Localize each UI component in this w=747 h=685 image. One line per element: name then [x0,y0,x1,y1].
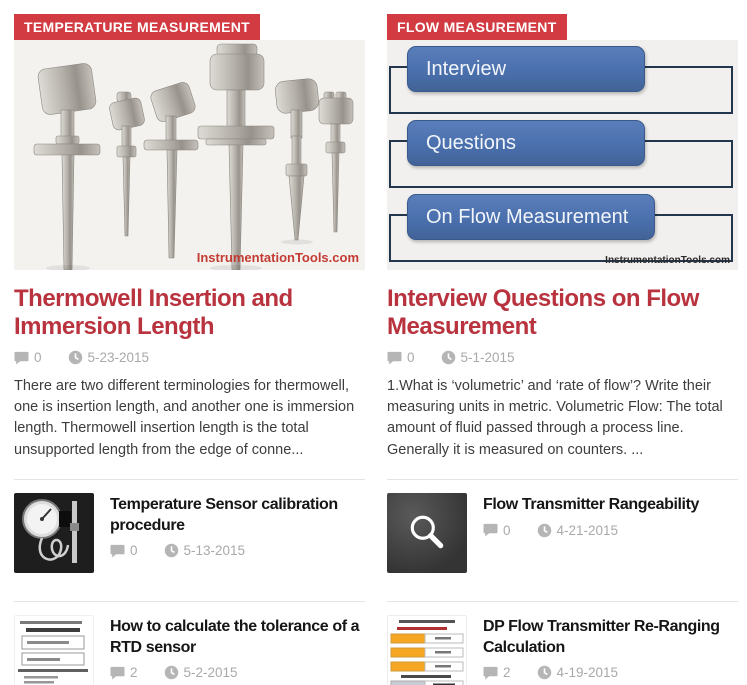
post-date [441,350,515,365]
column-temperature-measurement [14,14,365,685]
post-list-body [110,615,365,685]
post-meta [14,350,365,365]
post-list-item-rtd-tolerance[interactable] [14,602,365,685]
calculation-table-icon [387,615,467,685]
post-title-dp-reranging[interactable]: DP Flow Transmitter Re-Ranging Calculation [483,617,720,656]
post-title-interview-questions[interactable]: Interview Questions on Flow Measurement [387,285,699,341]
clock-icon [164,665,179,680]
post-date [537,523,619,538]
post-meta [110,543,365,558]
clock-icon [441,350,456,365]
post-list-body [483,615,738,685]
post-title-rtd-tolerance[interactable]: How to calculate the tolerance of a RTD sensor [110,617,360,656]
flow-diagram [387,40,738,270]
comment-icon [483,523,498,537]
comment-count-value: 0 [34,350,42,366]
post-meta [483,523,738,538]
image-watermark: InstrumentationTools.com [605,255,730,266]
comment-count [483,665,511,680]
post-list-item-rangeability[interactable] [387,480,738,583]
post-list-body [483,493,738,573]
flow-diagram-box-interview: Interview [407,46,645,92]
post-excerpt: There are two different terminologies for thermowell, one is insertion length, and another one is immersion length. Thermowell insertion length is the total unsupported length from the edge of conne... [14,378,355,458]
comment-count-value: 0 [503,522,511,538]
comment-icon [110,544,125,558]
thermowells-photo [14,40,365,270]
comment-icon [14,351,29,365]
post-date-value: 5-23-2015 [87,350,150,366]
post-date-value: 5-2-2015 [183,665,238,681]
comment-icon [483,666,498,680]
gauge-icon [14,493,94,573]
post-date-value: 4-21-2015 [556,522,619,538]
column-flow-measurement [387,14,738,685]
featured-image-flow-diagram[interactable] [387,40,738,270]
post-meta [387,350,738,365]
comment-icon [387,351,402,365]
post-title-rangeability[interactable]: Flow Transmitter Rangeability [483,495,700,513]
post-date-value: 5-1-2015 [460,350,515,366]
comment-count [387,350,415,365]
comment-count-value: 0 [407,350,415,366]
featured-image-thermowells[interactable] [14,40,365,270]
post-date [164,665,238,680]
search-icon [406,512,448,554]
post-list-body [110,493,365,573]
clock-icon [537,665,552,680]
comment-count [14,350,42,365]
post-title-calibration[interactable]: Temperature Sensor calibration procedure [110,495,338,534]
post-date [537,665,619,680]
post-date-value: 4-19-2015 [556,665,619,681]
post-title-thermowell[interactable]: Thermowell Insertion and Immersion Length [14,285,293,341]
comment-count-value: 2 [130,665,138,681]
post-meta [483,665,738,680]
post-list-item-calibration[interactable] [14,480,365,583]
comment-count [110,543,138,558]
thumbnail-placeholder-search[interactable] [387,493,467,573]
comment-count-value: 0 [130,543,138,559]
post-excerpt: 1.What is ‘volumetric’ and ‘rate of flow’? Write their measuring units in metric. Volumetric Flow: The total amount of fluid passed through a process line. Generally it is measured on counters. ... [387,378,723,458]
clock-icon [68,350,83,365]
thumbnail-temperature-gauge[interactable] [14,493,94,573]
comment-icon [110,666,125,680]
clock-icon [537,523,552,538]
post-list-item-dp-reranging[interactable] [387,602,738,685]
comment-count-value: 2 [503,665,511,681]
flow-diagram-box-on-flow-measurement: On Flow Measurement [407,194,655,240]
comment-count [110,665,138,680]
category-badge-temperature[interactable]: TEMPERATURE MEASUREMENT [14,14,260,40]
post-meta [110,665,365,680]
flow-diagram-row [387,46,738,120]
thumbnail-dp-calculation-table[interactable] [387,615,467,685]
image-watermark: InstrumentationTools.com [196,250,359,265]
flow-diagram-box-questions: Questions [407,120,645,166]
comment-count [483,523,511,538]
category-badge-flow[interactable]: FLOW MEASUREMENT [387,14,567,40]
thumbnail-rtd-formula[interactable] [14,615,94,685]
post-date [68,350,150,365]
flow-diagram-row [387,120,738,194]
post-date-value: 5-13-2015 [183,543,246,559]
clock-icon [164,543,179,558]
formula-table-icon [14,615,94,685]
post-date [164,543,246,558]
